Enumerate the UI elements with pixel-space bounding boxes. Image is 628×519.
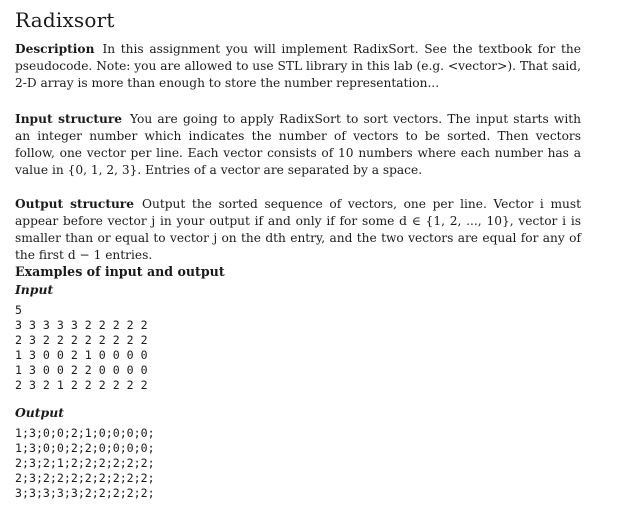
output-line: 2;3;2;2;2;2;2;2;2;2;	[15, 471, 155, 485]
output-structure-text: Output the sorted sequence of vectors, one per line. Vector i must appear before vector j in your output if and only if for some d ∈ {1, 2, ..., 10}, vector i is smaller than or equal to vector j on the dth entry, and the two vectors are equal for any of the first d − 1 entries.	[15, 197, 581, 262]
description-paragraph	[15, 41, 581, 92]
example-output-block	[15, 426, 155, 501]
page-title: Radixsort	[15, 8, 115, 32]
input-line: 5	[15, 303, 22, 317]
output-line: 2;3;2;1;2;2;2;2;2;2;	[15, 456, 155, 470]
input-line: 2 3 2 2 2 2 2 2 2 2	[15, 333, 148, 347]
output-line: 1;3;0;0;2;1;0;0;0;0;	[15, 426, 155, 440]
description-heading: Description	[15, 42, 95, 56]
input-line: 3 3 3 3 3 2 2 2 2 2	[15, 318, 148, 332]
input-structure-paragraph	[15, 111, 581, 179]
output-line: 3;3;3;3;3;2;2;2;2;2;	[15, 486, 155, 500]
output-structure-heading: Output structure	[15, 197, 134, 211]
input-structure-text: You are going to apply RadixSort to sort vectors. The input starts with an integer number which indicates the number of vectors to be sorted. Then vectors follow, one vector per line. Each vector consists of 10 numbers where each number has a value in {0, 1, 2, 3}. Entries of a vector are separated by a space.	[15, 112, 581, 177]
input-line: 2 3 2 1 2 2 2 2 2 2	[15, 378, 148, 392]
examples-heading: Examples of input and output	[15, 264, 225, 279]
example-input-block	[15, 303, 148, 393]
input-line: 1 3 0 0 2 1 0 0 0 0	[15, 348, 148, 362]
input-line: 1 3 0 0 2 2 0 0 0 0	[15, 363, 148, 377]
input-label: Input	[15, 282, 54, 297]
output-line: 1;3;0;0;2;2;0;0;0;0;	[15, 441, 155, 455]
output-structure-paragraph	[15, 196, 581, 264]
input-structure-heading: Input structure	[15, 112, 123, 126]
output-label: Output	[15, 405, 64, 420]
description-text: In this assignment you will implement RadixSort. See the textbook for the pseudocode. Note: you are allowed to use STL library in this lab (e.g. <vector>). That said, 2-D array is more than enough to store the number representation...	[15, 42, 581, 90]
